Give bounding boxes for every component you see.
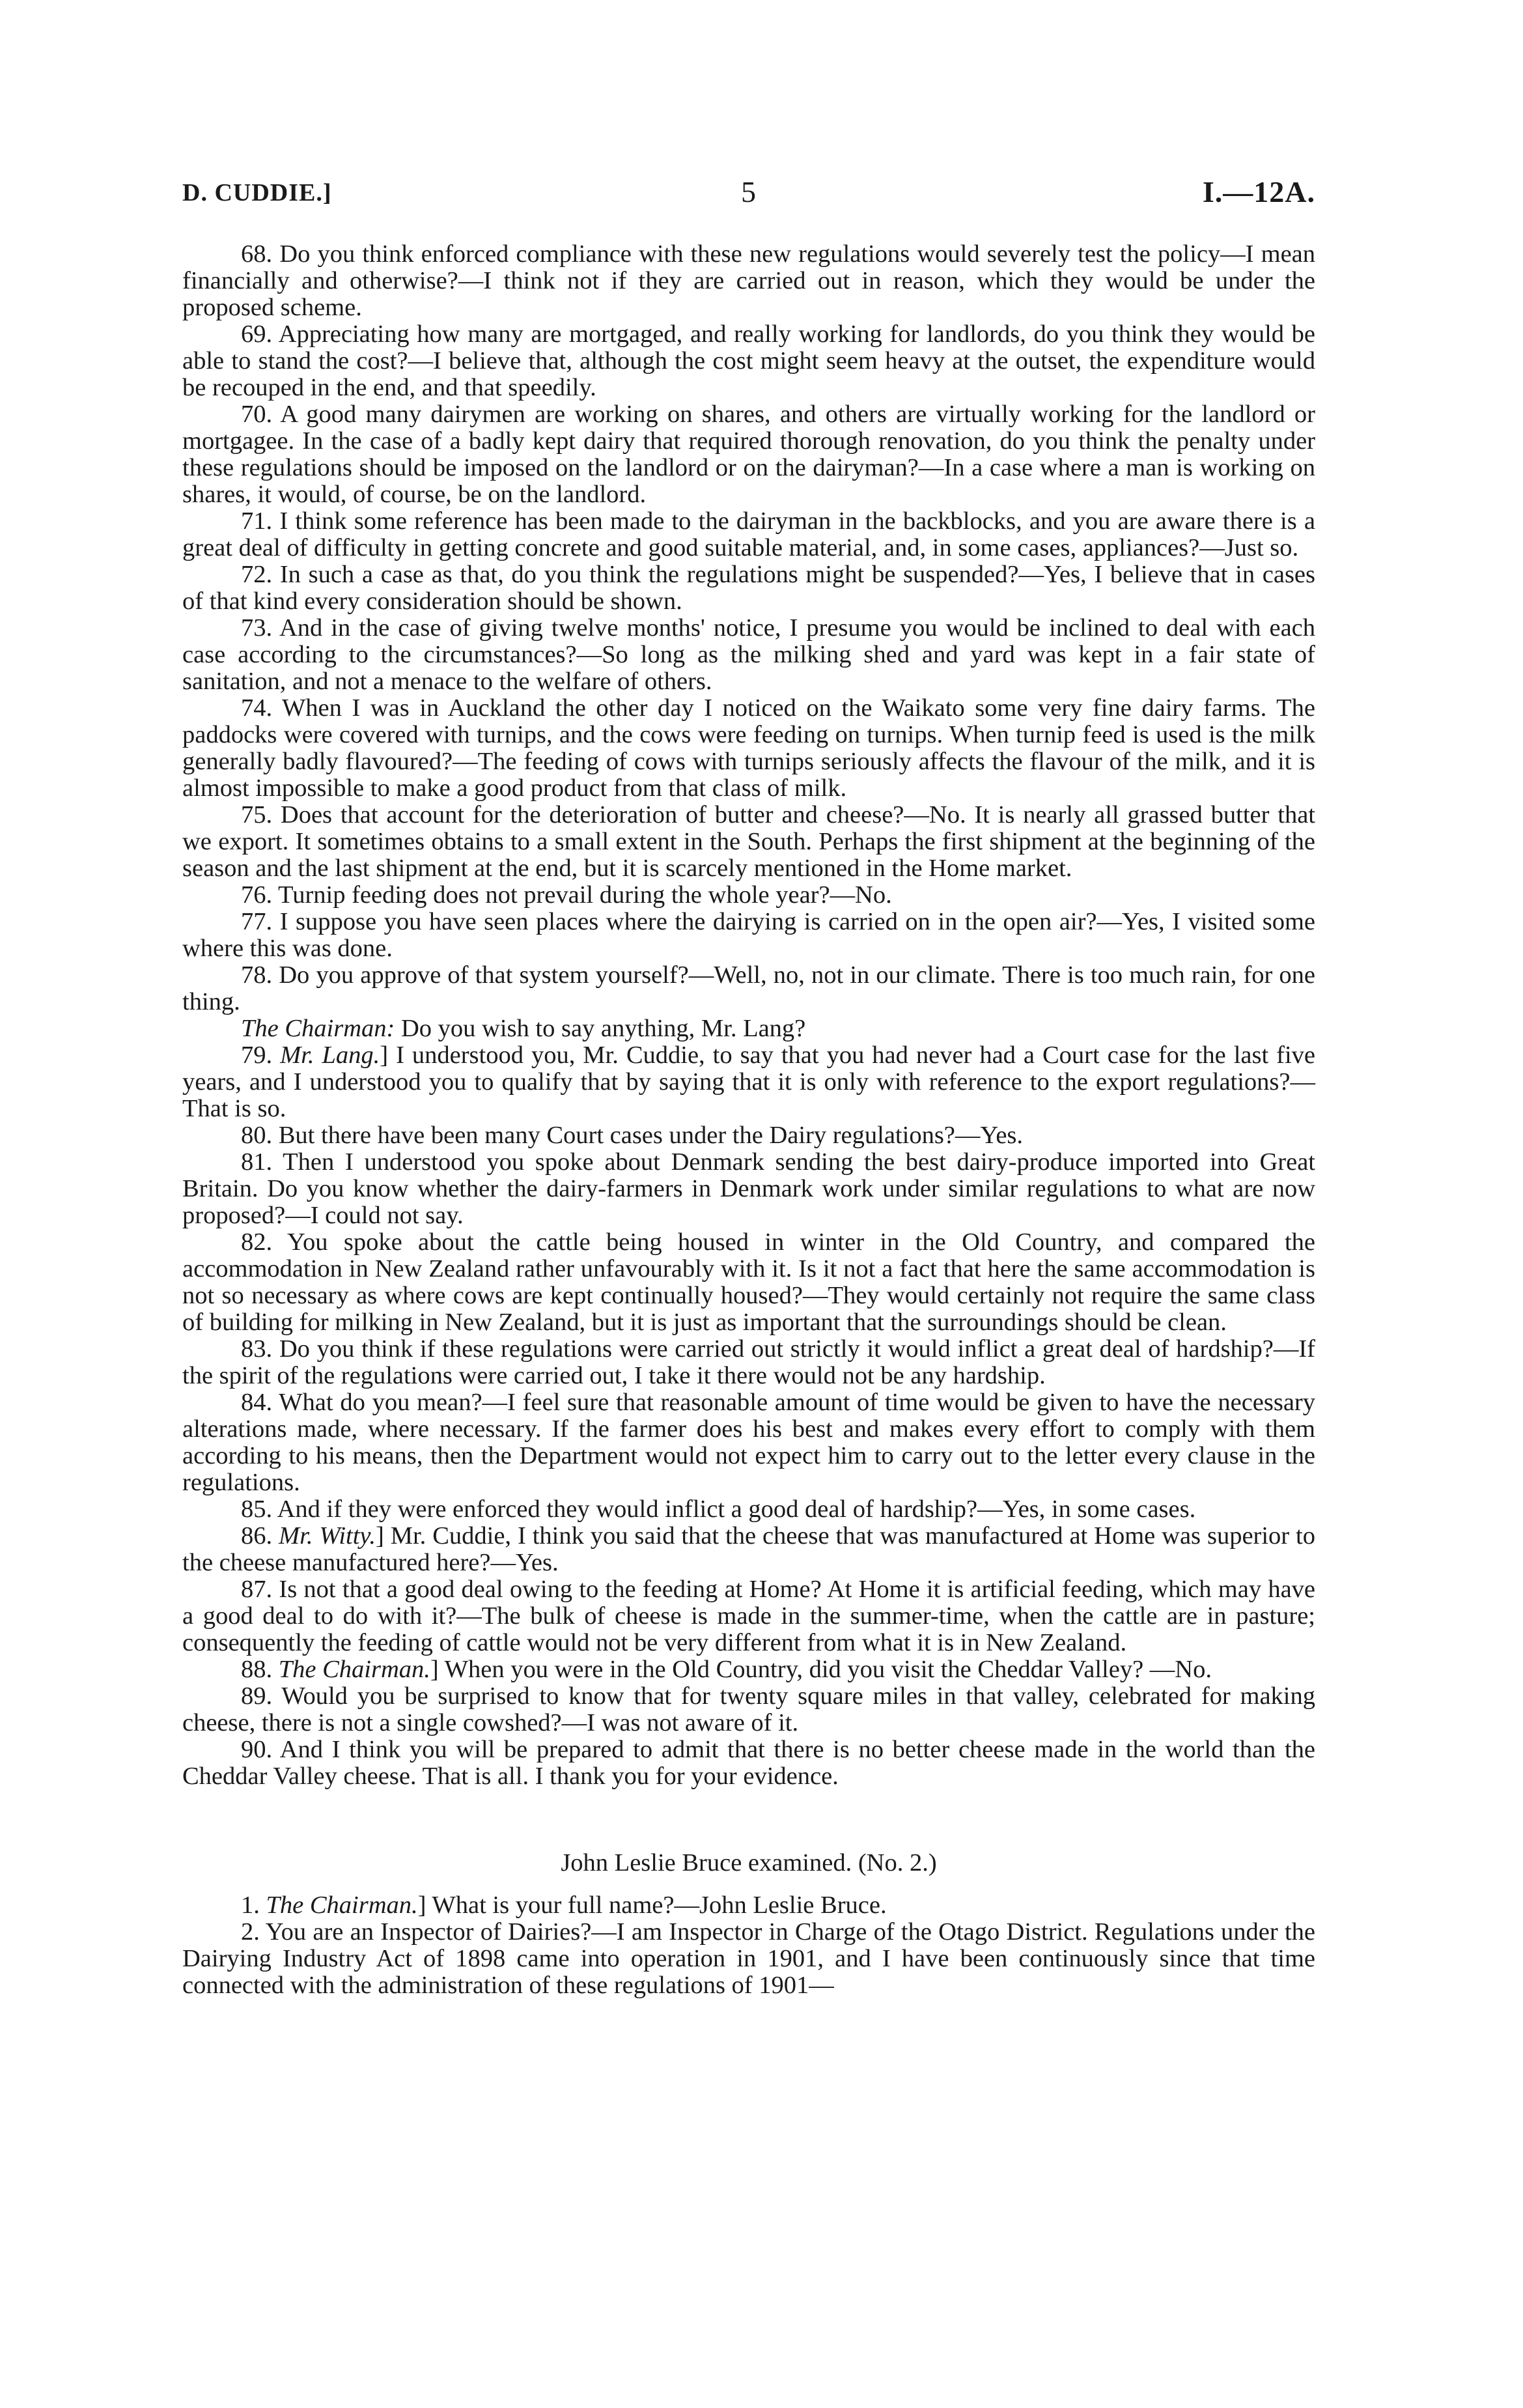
paragraph-text: ] When you were in the Old Country, did you visit the Cheddar Valley? —No.	[430, 1656, 1212, 1683]
paragraph	[182, 1576, 1315, 1656]
paragraph-text: 73. And in the case of giving twelve months' notice, I presume you would be inclined to deal with each case according to the circumstances?—So long as the milking shed and yard was kept in a fair state of sanitation, and not a menace to the welfare of others.	[182, 614, 1315, 695]
paragraph-text: 87. Is not that a good deal owing to the feeding at Home? At Home it is artificial feeding, which may have a good deal to do with it?—The bulk of cheese is made in the summer-time, when the cattle are in pasture; consequently the feeding of cattle would not be very different from what it is in New Zealand.	[182, 1576, 1315, 1656]
speaker-name: The Chairman.	[266, 1891, 418, 1919]
paragraph	[182, 1389, 1315, 1496]
speaker-name: Mr. Witty.	[279, 1522, 376, 1550]
paragraph	[182, 1336, 1315, 1389]
paragraph	[182, 1656, 1315, 1683]
paragraph-text: 89. Would you be surprised to know that for twenty square miles in that valley, celebrated for making cheese, there is not a single cowshed?—I was not aware of it.	[182, 1682, 1315, 1736]
paragraph	[182, 241, 1315, 321]
paragraph-text: 90. And I think you will be prepared to admit that there is no better cheese made in the world than the Cheddar Valley cheese. That is all. I thank you for your evidence.	[182, 1736, 1315, 1790]
paragraph	[182, 1122, 1315, 1149]
paragraph	[182, 561, 1315, 615]
paragraph-text: 83. Do you think if these regulations were carried out strictly it would inflict a great deal of hardship?—If the spirit of the regulations were carried out, I take it there would not be any hardship.	[182, 1335, 1315, 1389]
question-number: 88.	[241, 1656, 279, 1683]
paragraph-text: ] I understood you, Mr. Cuddie, to say that you had never had a Court case for the last five years, and I understood you to qualify that by saying that it is only with reference to the export regulations?—That is so.	[182, 1041, 1316, 1122]
paragraph	[182, 1015, 1315, 1042]
speaker-name: The Chairman.	[278, 1656, 430, 1683]
page-header	[182, 175, 1315, 214]
paragraph	[182, 401, 1315, 508]
header-witness-name: D. CUDDIE.]	[182, 179, 332, 206]
paragraph-text: 70. A good many dairymen are working on shares, and others are virtually working for the landlord or mortgagee. In the case of a badly kept dairy that required thorough renovation, do you think the penalty under these regulations should be imposed on the landlord or on the dairyman?—In a case where a man is working on shares, it would, of course, be on the landlord.	[182, 401, 1315, 508]
paragraph-text: 81. Then I understood you spoke about Denmark sending the best dairy-produce imported into Great Britain. Do you know whether the dairy-farmers in Denmark work under similar regulations to what are now proposed?—I could not say.	[182, 1148, 1315, 1229]
paragraph	[182, 909, 1315, 962]
paragraph-text: ] What is your full name?—John Leslie Bruce.	[417, 1891, 887, 1919]
paragraph	[182, 1919, 1315, 1999]
paragraph	[182, 1229, 1315, 1336]
paragraph-text: 71. I think some reference has been made to the dairyman in the backblocks, and you are aware there is a great deal of difficulty in getting concrete and good suitable material, and, in some cases, appliances?—Just so.	[182, 507, 1315, 561]
paragraph	[182, 695, 1315, 802]
paragraph-text: 68. Do you think enforced compliance with these new regulations would severely test the policy—I mean financially and otherwise?—I think not if they are carried out in reason, which they would be under the proposed scheme.	[182, 240, 1315, 321]
paragraph-text: 76. Turnip feeding does not prevail during the whole year?—No.	[241, 881, 892, 909]
paragraph	[182, 802, 1315, 882]
paragraph	[182, 962, 1315, 1015]
paragraph-text: 80. But there have been many Court cases under the Dairy regulations?—Yes.	[241, 1122, 1024, 1149]
document-body	[182, 241, 1315, 1999]
paragraph-text: 84. What do you mean?—I feel sure that reasonable amount of time would be given to have the necessary alterations made, where necessary. If the farmer does his best and makes every effort to comply with them according to his means, then the Department would not expect him to carry out to the letter every clause in the regulations.	[182, 1389, 1315, 1496]
paragraph-text: Do you wish to say anything, Mr. Lang?	[395, 1015, 806, 1042]
paragraph-text: 2. You are an Inspector of Dairies?—I am Inspector in Charge of the Otago District. Regulations under the Dairying Industry Act of 1898 came into operation in 1901, and I have been continuously since that time connected with the administration of these regulations of 1901—	[182, 1918, 1315, 1999]
page-number: 5	[741, 175, 757, 208]
speaker-name: The Chairman:	[241, 1015, 395, 1042]
paragraph	[182, 1523, 1315, 1576]
question-number: 86.	[241, 1522, 279, 1550]
paragraph	[182, 1736, 1315, 1790]
paragraph-text: 85. And if they were enforced they would inflict a good deal of hardship?—Yes, in some cases.	[241, 1495, 1196, 1523]
speaker-name: Mr. Lang.	[280, 1041, 380, 1069]
paragraph	[182, 321, 1315, 401]
paragraph-text: 77. I suppose you have seen places where the dairying is carried on in the open air?—Yes, I visited some where this was done.	[182, 908, 1315, 962]
paragraph-text: 82. You spoke about the cattle being housed in winter in the Old Country, and compared the accommodation in New Zealand rather unfavourably with it. Is it not a fact that here the same accommodation is not so necessary as where cows are kept continually housed?—They would certainly not require the same class of building for milking in New Zealand, but it is just as important that the surroundings should be clean.	[182, 1228, 1315, 1336]
paper-reference: I.—12A.	[1202, 175, 1315, 208]
paragraph	[182, 615, 1315, 695]
paragraph	[182, 1149, 1315, 1229]
paragraph-text: 72. In such a case as that, do you think the regulations might be suspended?—Yes, I believe that in cases of that kind every consideration should be shown.	[182, 561, 1315, 615]
paragraph-text: 74. When I was in Auckland the other day I noticed on the Waikato some very fine dairy farms. The paddocks were covered with turnips, and the cows were feeding on turnips. When turnip feed is used is the milk generally badly flavoured?—The feeding of cows with turnips seriously affects the flavour of the milk, and it is almost impossible to make a good product from that class of milk.	[182, 694, 1315, 802]
paragraph-text: 69. Appreciating how many are mortgaged, and really working for landlords, do you think they would be able to stand the cost?—I believe that, although the cost might seem heavy at the outset, the expenditure would be recouped in the end, and that speedily.	[182, 320, 1315, 401]
paragraph-text: ] Mr. Cuddie, I think you said that the cheese that was manufactured at Home was superior to the cheese manufactured here?—Yes.	[182, 1522, 1315, 1576]
question-number: 79.	[241, 1041, 281, 1069]
paragraph	[182, 1892, 1315, 1919]
paragraph	[182, 508, 1315, 561]
paragraph-text: 78. Do you approve of that system yourself?—Well, no, not in our climate. There is too much rain, for one thing.	[182, 961, 1315, 1015]
paragraph-text: 75. Does that account for the deterioration of butter and cheese?—No. It is nearly all grassed butter that we export. It sometimes obtains to a small extent in the South. Perhaps the first shipment at the beginning of the season and the last shipment at the end, but it is scarcely mentioned in the Home market.	[182, 801, 1315, 882]
paragraph	[182, 1496, 1315, 1523]
paragraph	[182, 1683, 1315, 1736]
section-title: John Leslie Bruce examined. (No. 2.)	[561, 1849, 937, 1877]
paragraph	[182, 1042, 1315, 1122]
evidence-section-bruce	[182, 1892, 1315, 1999]
paragraph	[182, 882, 1315, 909]
evidence-section-cuddie	[182, 241, 1315, 1790]
question-number: 1.	[241, 1891, 266, 1919]
